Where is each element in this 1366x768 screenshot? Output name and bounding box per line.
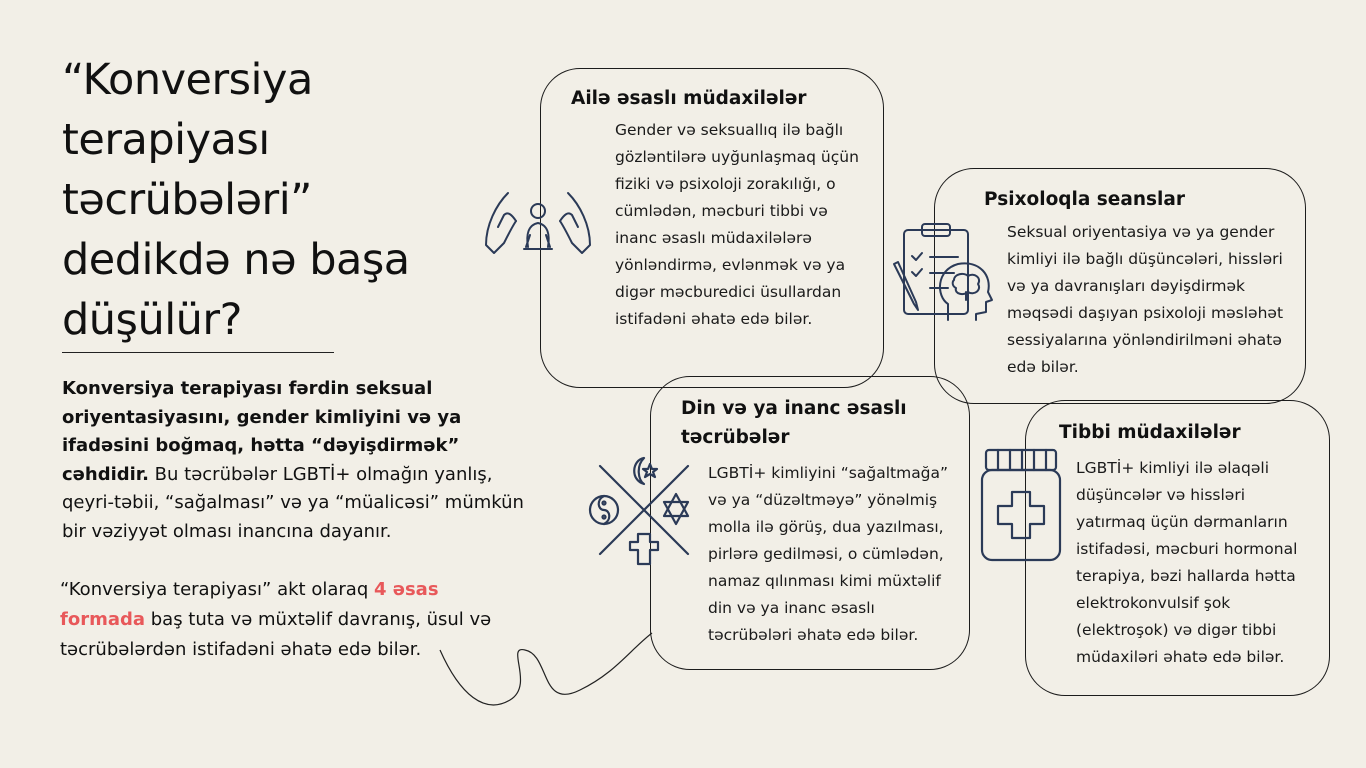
decorative-squiggle <box>430 605 660 719</box>
note-pre: “Konversiya terapiyası” akt olaraq <box>60 579 374 600</box>
note-highlight: 4 əsas formada <box>60 579 439 630</box>
religious-symbols-icon <box>584 450 704 570</box>
card-medical-title: Tibbi müdaxilələr <box>1059 422 1241 443</box>
card-family-text: Gender və seksuallıq ilə bağlı gözləntilərə uyğunlaşmaq üçün fiziki və psixoloji zorakılığı, o cümlədən, məcburi tibbi və inanc əsaslı müdaxilələrə yönləndirmə, evlənmək və ya digər məcburedici üsullardan istifadəni əhatə edə bilər. <box>615 121 859 328</box>
card-religion-title: Din və ya inanc əsaslı təcrübələr <box>681 398 907 448</box>
note-post: baş tuta və müxtəlif davranış, üsul və təcrübələrdən istifadəni əhatə edə bilər. <box>60 609 492 660</box>
protective-hands-icon <box>482 185 594 261</box>
medicine-bottle-icon <box>978 446 1064 564</box>
intro-paragraph <box>62 375 532 546</box>
title-divider <box>62 352 334 353</box>
card-psych-text: Seksual oriyentasiya və ya gender kimliyi ilə bağlı düşüncələri, hissləri və ya davranışları dəyişdirmək məqsədi daşıyan psixoloji məsləhət sessiyalarına yönləndirilməni əhatə edə bilər. <box>1007 223 1284 376</box>
card-medical-text: LGBTİ+ kimliyi ilə əlaqəli düşüncələr və hissləri yatırmaq üçün dərmanların istifadəsi, məcburi hormonal terapiya, bəzi hallarda hətta elektrokonvulsif şok (elektroşok) və digər tibbi müdaxiləri əhatə edə bilər. <box>1076 459 1298 666</box>
intro-rest-text: Bu təcrübələr LGBTİ+ olmağın yanlış, qeyri-təbii, “sağalması” və ya “müalicəsi” mümkün bir vəziyyət olması inancına dayanır. <box>62 463 524 542</box>
page-title: “Konversiya terapiyası təcrübələri” dedikdə nə başa düşülür? <box>62 55 410 345</box>
intro-bold-text: Konversiya terapiyası fərdin seksual oriyentasiyasını, gender kimliyini və ya ifadəsini boğmaq, hətta “dəyişdirmək” cəhdidir. <box>62 378 462 485</box>
clipboard-brain-icon <box>888 220 998 328</box>
card-family-title: Ailə əsaslı müdaxilələr <box>571 88 807 109</box>
card-psych-title: Psixoloqla seanslar <box>984 189 1185 210</box>
card-religion-text: LGBTİ+ kimliyini “sağaltmağa” və ya “düzəltməyə” yönəlmiş molla ilə görüş, dua yazılması, pirlərə gedilməsi, o cümlədən, namaz qılınması kimi müxtəlif din və ya inanc əsaslı təcrübələri əhatə edə bilər. <box>708 464 949 644</box>
